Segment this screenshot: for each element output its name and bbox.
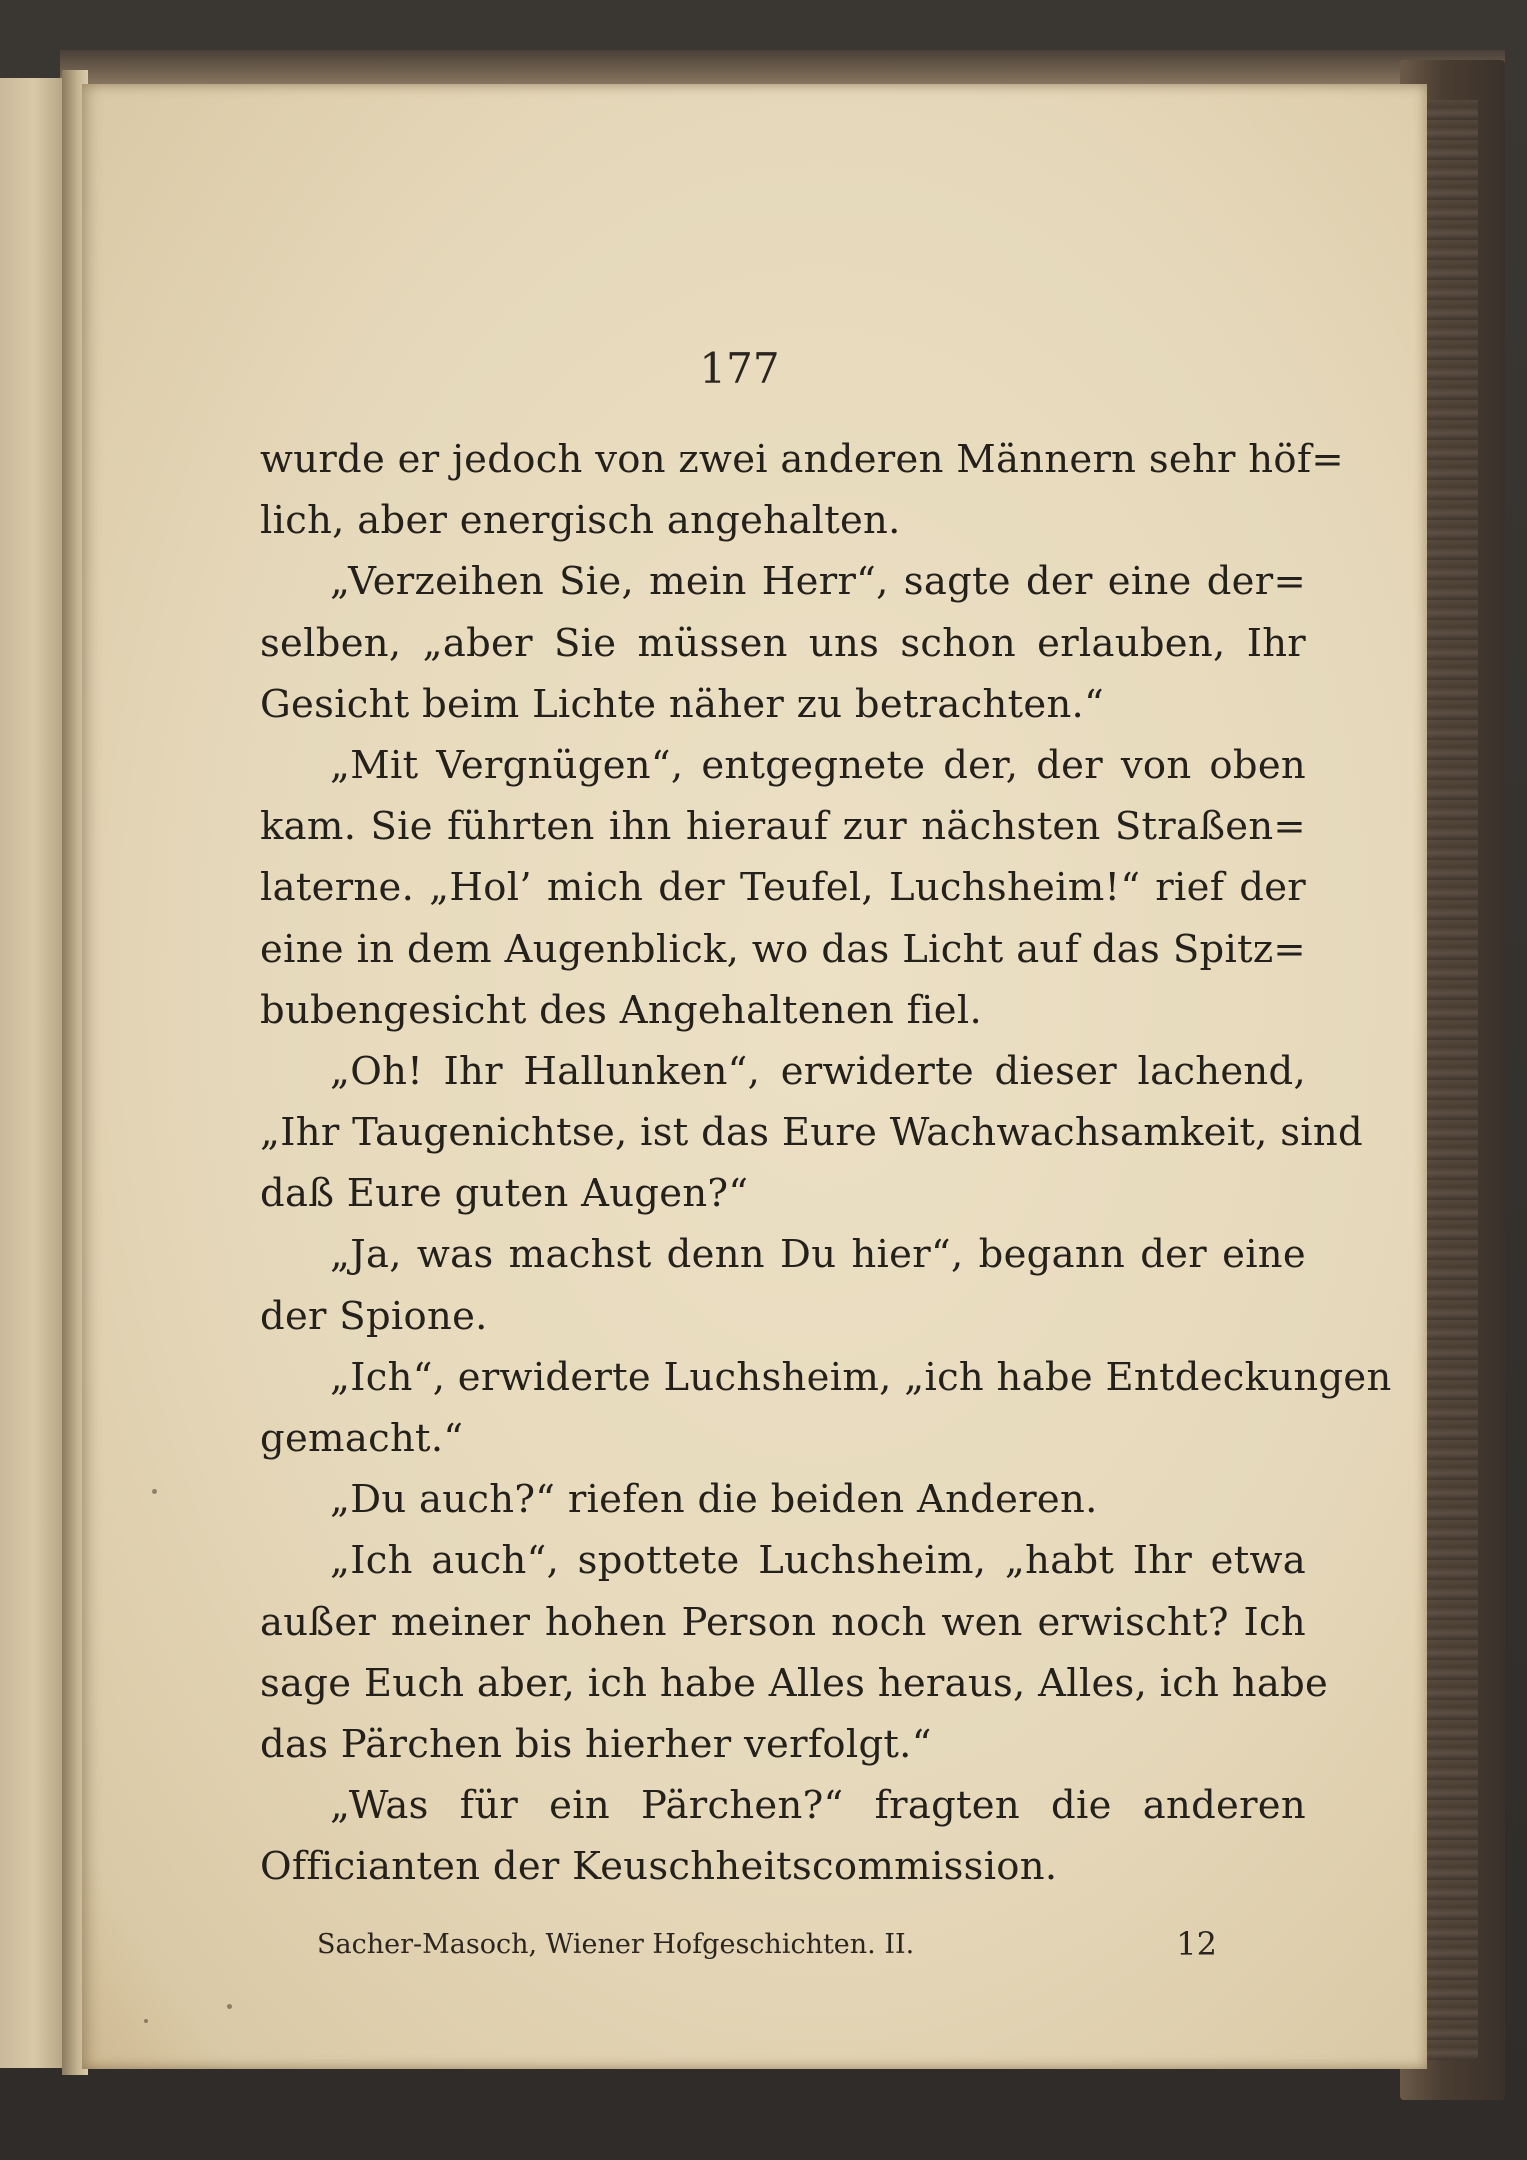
text-line: „Mit Vergnügen“, entgegnete der, der von oben (330, 742, 1306, 788)
text-line: bubengesicht des Angehaltenen fiel. (260, 987, 983, 1033)
footer-sheet-number: 12 (1176, 1925, 1217, 1963)
book-page (82, 84, 1427, 2069)
text-line: „Oh! Ihr Hallunken“, erwiderte dieser lachend, (330, 1048, 1306, 1094)
text-line: lich, aber energisch angehalten. (260, 498, 901, 544)
text-line: sage Euch aber, ich habe Alles heraus, Alles, ich habe (260, 1660, 1329, 1706)
body-text (260, 429, 1392, 1898)
text-line: wurde er jedoch von zwei anderen Männern sehr höf= (260, 437, 1344, 482)
text-line: außer meiner hohen Person noch wen erwischt? Ich (260, 1599, 1306, 1645)
text-line: laterne. „Hol’ mich der Teufel, Luchsheim!“ rief der (260, 865, 1306, 911)
text-line: der Spione. (260, 1293, 488, 1339)
text-line: „Ich“, erwiderte Luchsheim, „ich habe Entdeckungen (330, 1354, 1392, 1400)
text-line: gemacht.“ (260, 1416, 464, 1461)
text-line: Officianten der Keuschheitscommission. (260, 1844, 1058, 1890)
paper-speck (152, 1489, 157, 1494)
previous-page-edge (0, 78, 65, 2068)
text-line: Gesicht beim Lichte näher zu betrachten.“ (260, 681, 1105, 727)
text-line: „Was für ein Pärchen?“ fragten die anderen (330, 1783, 1306, 1829)
text-line: selben, „aber Sie müssen uns schon erlauben, Ihr (260, 620, 1306, 666)
text-line: „Verzeihen Sie, mein Herr“, sagte der eine der= (330, 559, 1306, 605)
text-line: eine in dem Augenblick, wo das Licht auf das Spitz= (260, 926, 1306, 972)
text-line: „Ich auch“, spottete Luchsheim, „habt Ihr etwa (330, 1538, 1306, 1584)
text-line: „Ihr Taugenichtse, ist das Eure Wachwachsamkeit, sind (260, 1110, 1363, 1156)
page-number: 177 (699, 344, 780, 393)
footer-signature: Sacher-Masoch, Wiener Hofgeschichten. II. (317, 1929, 915, 1960)
text-line: das Pärchen bis hierher verfolgt.“ (260, 1721, 932, 1767)
text-line: „Ja, was machst denn Du hier“, begann der eine (330, 1232, 1306, 1278)
text-line: „Du auch?“ riefen die beiden Anderen. (330, 1477, 1098, 1523)
paper-speck (144, 2019, 148, 2023)
paper-speck (227, 2004, 232, 2009)
text-line: kam. Sie führten ihn hierauf zur nächsten Straßen= (260, 804, 1306, 850)
text-line: daß Eure guten Augen?“ (260, 1171, 749, 1217)
